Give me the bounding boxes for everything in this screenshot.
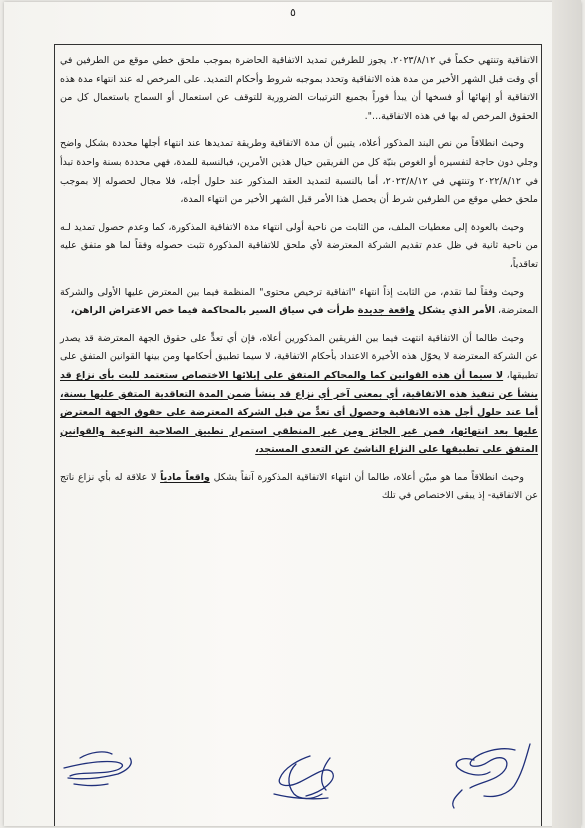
page-edge: [552, 0, 581, 828]
paragraph-text: وحيث بالعودة إلى معطيات الملف، من الثابت من ناحية أولى انتهاء مدة الاتفاقية المذكورة، كما وعدم حصول تمديد لـه من ناحية ثانية في ظل عدم تقديم الشركة المعترضة لأي ملحق للاتفاقية المذكورة تثبت حصوله وفقاً لما هو متفق عليه تعاقدياً،: [60, 221, 538, 270]
paragraph: [60, 135, 538, 209]
paragraph-text: الاتفاقية وتنتهي حكماً في ٢٠٢٣/٨/١٢. يجوز للطرفين تمديد الاتفاقية الحاضرة بموجب ملحق خطي موقع من الطرفين في أي وقت قبل الشهر الأخير من مدة هذه الاتفاقية وتحدد بموجبه شروط وأحكام التمديد. على المرخص له عند انتهاء مدة هذه الاتفاقية أو إنهائها أو فسخها أن يبدأ فوراً بجميع الترتيبات الضرورية للتوقف عن استعمال أو السماح باستعمال كل من الحقوق المرخص له بها في هذه الاتفاقية...".: [60, 55, 538, 122]
paragraph-text: لا سيما أن هذه القوانين كما والمحاكم المتفق على إيلائها الاختصاص ستعتمد للبت بأي نزاع قد ينشأ عن تنفيذ هذه الاتفاقية، أي بمعنى آخر أي نزاع قد ينشأ ضمن المدة التعاقدية المتفق عليها بسنة، أما عند حلول أجل هذه الاتفاقية وحصول أي تعدٍّ من قبل الشركة المعترضة على حقوق الجهة المعترض عليها بعد انتهائها، فمن غير الجائز ومن غير المنطقي استمرار تطبيق الصلاحية النوعية والقوانين المتفق على تطبيقها على النزاع الناشئ عن التعدي المستجد،: [60, 369, 538, 456]
paragraph: [60, 330, 538, 460]
paragraph-text: لا علاقة له بأي نزاع ناتج عن الاتفاقية- إذ يبقى الاختصاص في تلك: [60, 471, 538, 502]
paragraph-text: واقعة جديدة: [357, 305, 415, 317]
paragraph-text: وحيث طالما أن الاتفاقية انتهت فيما بين الفريقين المذكورين أعلاه، فإن أي تعدٍّ على حقوق الجهة المعترضة قد يصدر عن الشركة المعترضة لا يخوّل هذه الأخيرة الاعتداد بأحكام الاتفاقية، لا سيما تطبيق أحكامها ومن بينها القوانين المتفق على تطبيقها،: [60, 332, 538, 381]
signature-right: [453, 744, 530, 808]
signature-center: [274, 756, 333, 799]
paragraph-text: وحيث انطلاقاً مما هو مبيّن أعلاه، طالما أن انتهاء الاتفاقية المذكورة آنفاً يشكل: [209, 471, 525, 483]
document-body: [60, 52, 538, 515]
paragraph: [60, 219, 538, 275]
paragraph: [60, 52, 538, 126]
signatures: [60, 738, 540, 818]
paragraph-text: وحيث انطلاقاً من نص البند المذكور أعلاه، يتبين أن مدة الاتفاقية وطريقة تمديدها عند انتهاء أجلها محددة بشكل واضح وجلي دون حاجة لتفسيره أو الغوص بنيّة كل من الفريقين حيال هذين الأمرين، فبالنسبة للمدة، فهي محددة بسنة واحدة تبدأ في ٢٠٢٢/٨/١٢ وتنتهي في ٢٠٢٣/٨/١٢، أما بالنسبة لتمديد العقد المذكور عند حلول أجله، فلا مجال لحصوله إلا بموجب ملحق خطي موقع من الطرفين شرط أن يحصل هذا الأمر قبل الشهر الأخير من انتهاء المدة،: [60, 138, 538, 206]
paragraph-text: طرأت في سياق السير بالمحاكمة فيما خص الاعتراض الراهن،: [70, 305, 358, 317]
paragraph-text: واقعاً مادياً: [160, 471, 210, 483]
paragraph: [60, 469, 538, 506]
paragraph: [60, 284, 538, 321]
paragraph-text: الأمر الذي يشكل: [414, 305, 496, 317]
signature-left: [64, 752, 131, 786]
paragraph-text: وحيث وفقاً لما تقدم، من الثابت إذاً انتهاء "اتفاقية ترخيص محتوى" المنظمة فيما بين المعترض عليها الأولى والشركة المعترضة،: [60, 286, 538, 317]
page-number: ٥: [290, 6, 296, 19]
